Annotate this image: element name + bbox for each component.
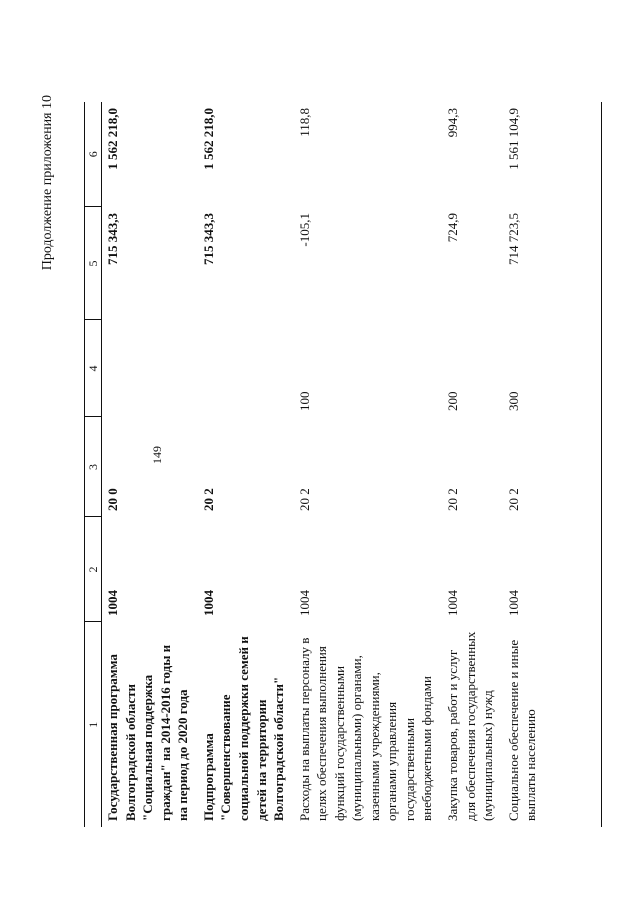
row-amount-1: 724,9 xyxy=(445,213,461,243)
table-row xyxy=(294,102,442,827)
header-col-2: 2 xyxy=(85,517,102,622)
row-amount-1: 715 343,3 xyxy=(105,213,121,265)
header-col-4: 4 xyxy=(85,320,102,417)
budget-table xyxy=(84,102,542,827)
row-amount-2: 118,8 xyxy=(296,108,312,137)
row-name: Подпрограмма "Совершенствование социальной поддержки семей и детей на территории Волгоградской области" xyxy=(200,636,287,821)
row-amount-2: 1 562 218,0 xyxy=(105,108,121,170)
header-col-6: 6 xyxy=(85,102,102,207)
row-section: 1004 xyxy=(296,590,312,616)
table-row xyxy=(503,102,542,827)
row-amount-2: 1 562 218,0 xyxy=(200,108,216,170)
table-bottom-rule xyxy=(601,102,602,827)
page-number: 149 xyxy=(150,446,164,464)
header-col-3: 3 xyxy=(85,417,102,517)
table-row xyxy=(442,102,503,827)
row-section: 1004 xyxy=(105,590,121,616)
row-program: 20 2 xyxy=(445,488,461,511)
row-program: 20 2 xyxy=(200,488,216,511)
row-program: 20 2 xyxy=(296,488,312,511)
row-name: Социальное обеспечение и иные выплаты населению xyxy=(505,639,539,821)
table-row xyxy=(198,102,294,827)
row-amount-1: 714 723,5 xyxy=(505,213,521,265)
header-col-1: 1 xyxy=(85,622,102,827)
row-expense-type: 300 xyxy=(505,391,521,411)
row-section: 1004 xyxy=(200,590,216,616)
row-program: 20 0 xyxy=(105,488,121,511)
row-amount-1: 715 343,3 xyxy=(200,213,216,265)
row-section: 1004 xyxy=(505,590,521,616)
row-amount-1: -105,1 xyxy=(296,213,312,247)
header-col-5: 5 xyxy=(85,207,102,320)
row-program: 20 2 xyxy=(505,488,521,511)
row-name: Государственная программа Волгоградской области "Социальная поддержка граждан" на 2014-2016 годы и на период до 2020 года xyxy=(105,644,191,821)
row-expense-type xyxy=(198,320,294,417)
row-section: 1004 xyxy=(445,590,461,616)
row-expense-type: 200 xyxy=(445,391,461,411)
table-header-row xyxy=(85,102,102,827)
table-row xyxy=(102,102,198,827)
row-amount-2: 994,3 xyxy=(445,108,461,138)
continuation-label: Продолжение приложения 10 xyxy=(40,95,55,271)
row-name: Расходы на выплаты персоналу в целях обеспечения выполнения функций государственными (муниципальными) органами, казенными учреждениями, органами управления государственными внебюджетными фондами xyxy=(296,637,435,821)
row-amount-2: 1 561 104,9 xyxy=(505,108,521,170)
row-expense-type xyxy=(102,320,198,417)
row-name: Закупка товаров, работ и услуг для обеспечения государственных (муниципальных) нужд xyxy=(445,631,496,821)
row-expense-type: 100 xyxy=(296,391,312,411)
